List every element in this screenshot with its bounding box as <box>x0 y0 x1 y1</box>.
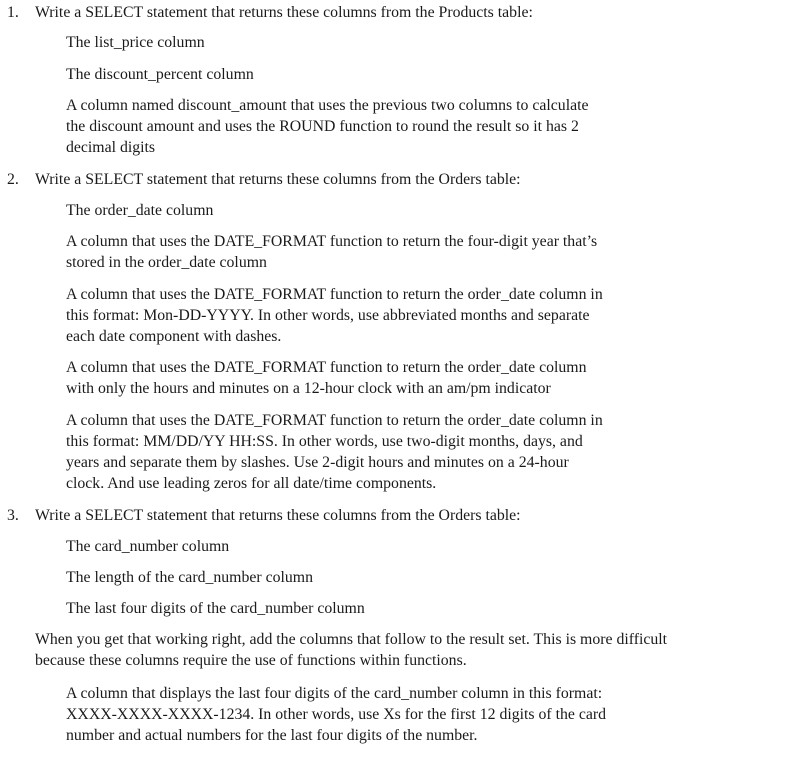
item-line: each date component with dashes. <box>66 328 282 345</box>
list-item <box>66 64 726 85</box>
item-line: The length of the card_number column <box>66 569 313 586</box>
item-line: The last four digits of the card_number column <box>66 600 365 617</box>
item-line: with only the hours and minutes on a 12-hour clock with an am/pm indicator <box>66 380 551 397</box>
list-item <box>66 284 726 347</box>
item-line: stored in the order_date column <box>66 254 267 271</box>
item-line: decimal digits <box>66 139 156 156</box>
item-line: XXXX-XXXX-XXXX-1234. In other words, use Xs for the first 12 digits of the card <box>66 706 607 723</box>
list-item <box>66 32 726 53</box>
item-line: A column that uses the DATE_FORMAT function to return the order_date column <box>66 359 587 376</box>
item-line: The list_price column <box>66 34 205 51</box>
question-prompt: Write a SELECT statement that returns these columns from the Orders table: <box>35 507 521 524</box>
list-item <box>66 231 726 273</box>
question-number: 3. <box>7 507 19 524</box>
item-line: the discount amount and uses the ROUND function to round the result so it has 2 <box>66 118 579 135</box>
list-item <box>66 536 726 557</box>
item-line: A column that uses the DATE_FORMAT function to return the order_date column in <box>66 286 603 303</box>
item-line: A column that uses the DATE_FORMAT function to return the order_date column in <box>66 412 603 429</box>
item-line: years and separate them by slashes. Use 2-digit hours and minutes on a 24-hour <box>66 454 569 471</box>
item-line: The card_number column <box>66 538 230 555</box>
item-line: The order_date column <box>66 202 214 219</box>
question-number: 1. <box>7 4 19 21</box>
item-line: A column that displays the last four digits of the card_number column in this format: <box>66 685 603 702</box>
list-item <box>66 567 726 588</box>
item-line: this format: Mon-DD-YYYY. In other words, use abbreviated months and separate <box>66 307 590 324</box>
item-line: number and actual numbers for the last four digits of the number. <box>66 727 478 744</box>
list-item <box>66 598 726 619</box>
follow-up-note <box>35 629 667 671</box>
item-line: clock. And use leading zeros for all date/time components. <box>66 475 437 492</box>
list-item <box>66 357 726 399</box>
item-line: this format: MM/DD/YY HH:SS. In other words, use two-digit months, days, and <box>66 433 583 450</box>
question-number: 2. <box>7 171 19 188</box>
list-item <box>66 683 726 746</box>
question-prompt: Write a SELECT statement that returns these columns from the Products table: <box>35 4 533 21</box>
note-line: because these columns require the use of functions within functions. <box>35 652 467 669</box>
list-item <box>66 200 726 221</box>
item-line: The discount_percent column <box>66 66 254 83</box>
note-line: When you get that working right, add the columns that follow to the result set. This is more difficult <box>35 631 668 648</box>
list-item <box>66 95 726 158</box>
item-line: A column named discount_amount that uses the previous two columns to calculate <box>66 97 589 114</box>
list-item <box>66 410 726 494</box>
question-prompt: Write a SELECT statement that returns these columns from the Orders table: <box>35 171 521 188</box>
item-line: A column that uses the DATE_FORMAT function to return the four-digit year that’s <box>66 233 598 250</box>
